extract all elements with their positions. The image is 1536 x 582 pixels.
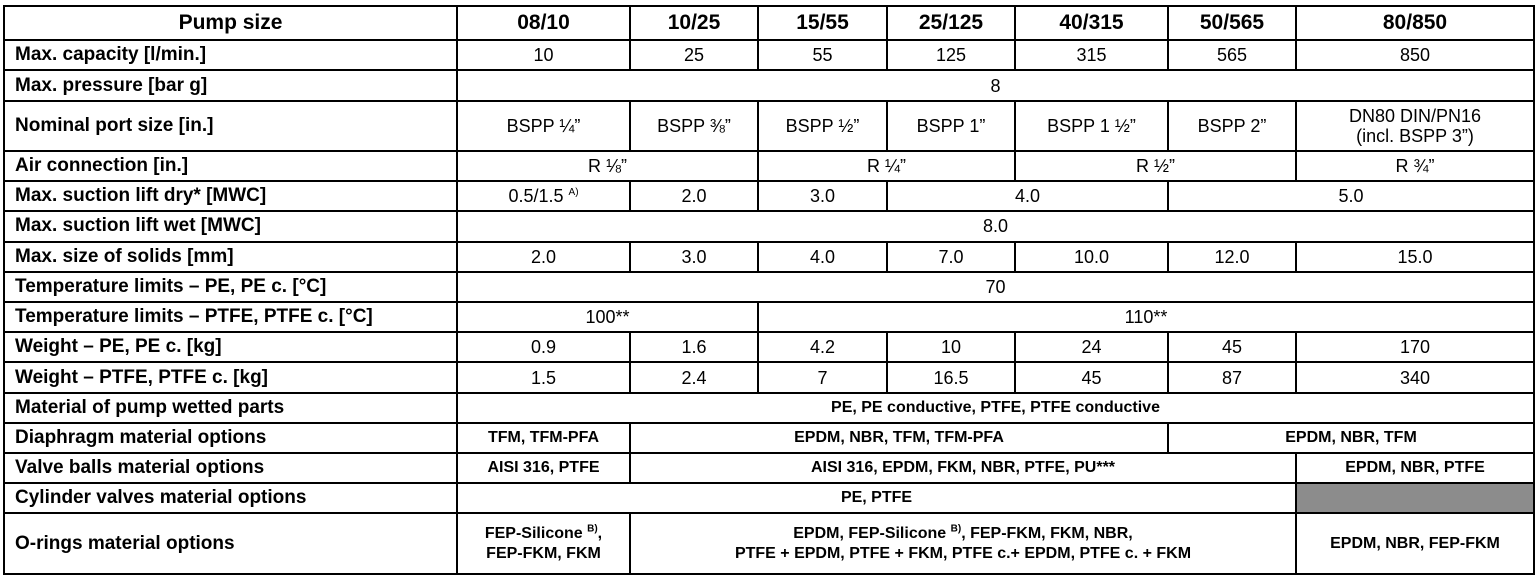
table-cell [457, 513, 630, 574]
table-cell: PE, PE conductive, PTFE, PTFE conductive [457, 393, 1534, 423]
table-cell: 10 [457, 40, 630, 70]
table-cell: 170 [1296, 332, 1534, 362]
table-cell: 850 [1296, 40, 1534, 70]
table-cell: 10.0 [1015, 242, 1168, 272]
table-cell: 70 [457, 272, 1534, 302]
table-cell: 8 [457, 70, 1534, 100]
row-label: Cylinder valves material options [4, 483, 457, 513]
temp-pe-row [4, 272, 1534, 302]
table-cell: 15.0 [1296, 242, 1534, 272]
row-label: Valve balls material options [4, 453, 457, 483]
table-cell: 25 [630, 40, 758, 70]
table-cell: BSPP 1” [887, 101, 1015, 151]
table-cell: EPDM, NBR, TFM [1168, 423, 1534, 453]
table-cell: 4.2 [758, 332, 887, 362]
table-cell: 12.0 [1168, 242, 1296, 272]
cell-line: (incl. BSPP 3”) [1356, 125, 1474, 146]
table-cell: EPDM, NBR, PTFE [1296, 453, 1534, 483]
table-cell: 3.0 [758, 181, 887, 211]
cell-value: 0.5/1.5 [508, 186, 564, 207]
air-connection-row [4, 151, 1534, 181]
row-label: Diaphragm material options [4, 423, 457, 453]
table-cell: BSPP ¼” [457, 101, 630, 151]
row-label: Material of pump wetted parts [4, 393, 457, 423]
cell-text: EPDM, FEP-Silicone [793, 524, 947, 542]
header-size: 80/850 [1296, 6, 1534, 40]
row-label: Weight – PE, PE c. [kg] [4, 332, 457, 362]
max-capacity-row [4, 40, 1534, 70]
temp-ptfe-row [4, 302, 1534, 332]
table-cell: BSPP ⅜” [630, 101, 758, 151]
table-cell: 8.0 [457, 211, 1534, 241]
table-cell: 340 [1296, 362, 1534, 392]
cylinder-valves-row [4, 483, 1534, 513]
row-label: Max. suction lift wet [MWC] [4, 211, 457, 241]
table-cell [457, 181, 630, 211]
pump-spec-table [3, 5, 1535, 575]
table-cell: TFM, TFM-PFA [457, 423, 630, 453]
table-cell: 2.0 [457, 242, 630, 272]
table-cell: 565 [1168, 40, 1296, 70]
row-label: Temperature limits – PTFE, PTFE c. [°C] [4, 302, 457, 332]
row-label: Nominal port size [in.] [4, 101, 457, 151]
suction-wet-row [4, 211, 1534, 241]
row-label: Max. suction lift dry* [MWC] [4, 181, 457, 211]
footnote-marker: B) [950, 523, 962, 535]
table-cell: 16.5 [887, 362, 1015, 392]
table-cell: EPDM, NBR, FEP-FKM [1296, 513, 1534, 574]
table-cell: 125 [887, 40, 1015, 70]
table-cell: 1.5 [457, 362, 630, 392]
table-cell: 315 [1015, 40, 1168, 70]
header-size: 50/565 [1168, 6, 1296, 40]
table-cell: 0.9 [457, 332, 630, 362]
row-label: O-rings material options [4, 513, 457, 574]
table-cell: BSPP 2” [1168, 101, 1296, 151]
header-size: 15/55 [758, 6, 887, 40]
header-row [4, 6, 1534, 40]
row-label: Temperature limits – PE, PE c. [°C] [4, 272, 457, 302]
max-pressure-row [4, 70, 1534, 100]
table-cell: AISI 316, PTFE [457, 453, 630, 483]
valve-balls-row [4, 453, 1534, 483]
header-label: Pump size [4, 6, 457, 40]
cell-line [462, 524, 625, 544]
solids-row [4, 242, 1534, 272]
header-size: 25/125 [887, 6, 1015, 40]
table-cell: R ⅛” [457, 151, 758, 181]
table-cell: 7.0 [887, 242, 1015, 272]
table-cell: 45 [1015, 362, 1168, 392]
table-cell: 45 [1168, 332, 1296, 362]
table-cell: 4.0 [887, 181, 1168, 211]
row-label: Max. capacity [l/min.] [4, 40, 457, 70]
suction-dry-row [4, 181, 1534, 211]
table-cell: 4.0 [758, 242, 887, 272]
header-size: 40/315 [1015, 6, 1168, 40]
cell-line: DN80 DIN/PN16 [1348, 105, 1482, 126]
table-cell: AISI 316, EPDM, FKM, NBR, PTFE, PU*** [630, 453, 1296, 483]
row-label: Air connection [in.] [4, 151, 457, 181]
table-cell: BSPP ½” [758, 101, 887, 151]
table-cell: 55 [758, 40, 887, 70]
row-label: Max. size of solids [mm] [4, 242, 457, 272]
row-label: Weight – PTFE, PTFE c. [kg] [4, 362, 457, 392]
cell-line: PTFE + EPDM, PTFE + FKM, PTFE c.+ EPDM, PTFE c. + FKM [734, 544, 1192, 562]
diaphragm-row [4, 423, 1534, 453]
table-cell: EPDM, NBR, TFM, TFM-PFA [630, 423, 1168, 453]
weight-pe-row [4, 332, 1534, 362]
table-cell [630, 513, 1296, 574]
cell-line [635, 524, 1291, 544]
cell-text: , FEP-FKM, FKM, NBR, [961, 524, 1133, 542]
table-cell: 110** [758, 302, 1534, 332]
table-cell: 1.6 [630, 332, 758, 362]
orings-row [4, 513, 1534, 574]
footnote-marker: A) [568, 187, 579, 199]
not-applicable-cell [1296, 483, 1534, 513]
table-cell: 87 [1168, 362, 1296, 392]
table-cell: 2.4 [630, 362, 758, 392]
wetted-parts-row [4, 393, 1534, 423]
table-cell [1296, 101, 1534, 151]
weight-ptfe-row [4, 362, 1534, 392]
row-label: Max. pressure [bar g] [4, 70, 457, 100]
header-size: 08/10 [457, 6, 630, 40]
nominal-port-row [4, 101, 1534, 151]
footnote-marker: B) [587, 523, 598, 535]
table-cell: 10 [887, 332, 1015, 362]
table-cell: R ¼” [758, 151, 1015, 181]
cell-line: FEP-FKM, FKM [486, 544, 601, 562]
table-cell: 3.0 [630, 242, 758, 272]
table-cell: R ½” [1015, 151, 1296, 181]
table-cell: 7 [758, 362, 887, 392]
cell-text: , [597, 524, 603, 542]
table-cell: 100** [457, 302, 758, 332]
header-size: 10/25 [630, 6, 758, 40]
table-cell: 2.0 [630, 181, 758, 211]
table-cell: PE, PTFE [457, 483, 1296, 513]
table-cell: BSPP 1 ½” [1015, 101, 1168, 151]
table-cell: 5.0 [1168, 181, 1534, 211]
table-cell: 24 [1015, 332, 1168, 362]
table-cell: R ¾” [1296, 151, 1534, 181]
cell-text: FEP-Silicone [484, 524, 583, 542]
